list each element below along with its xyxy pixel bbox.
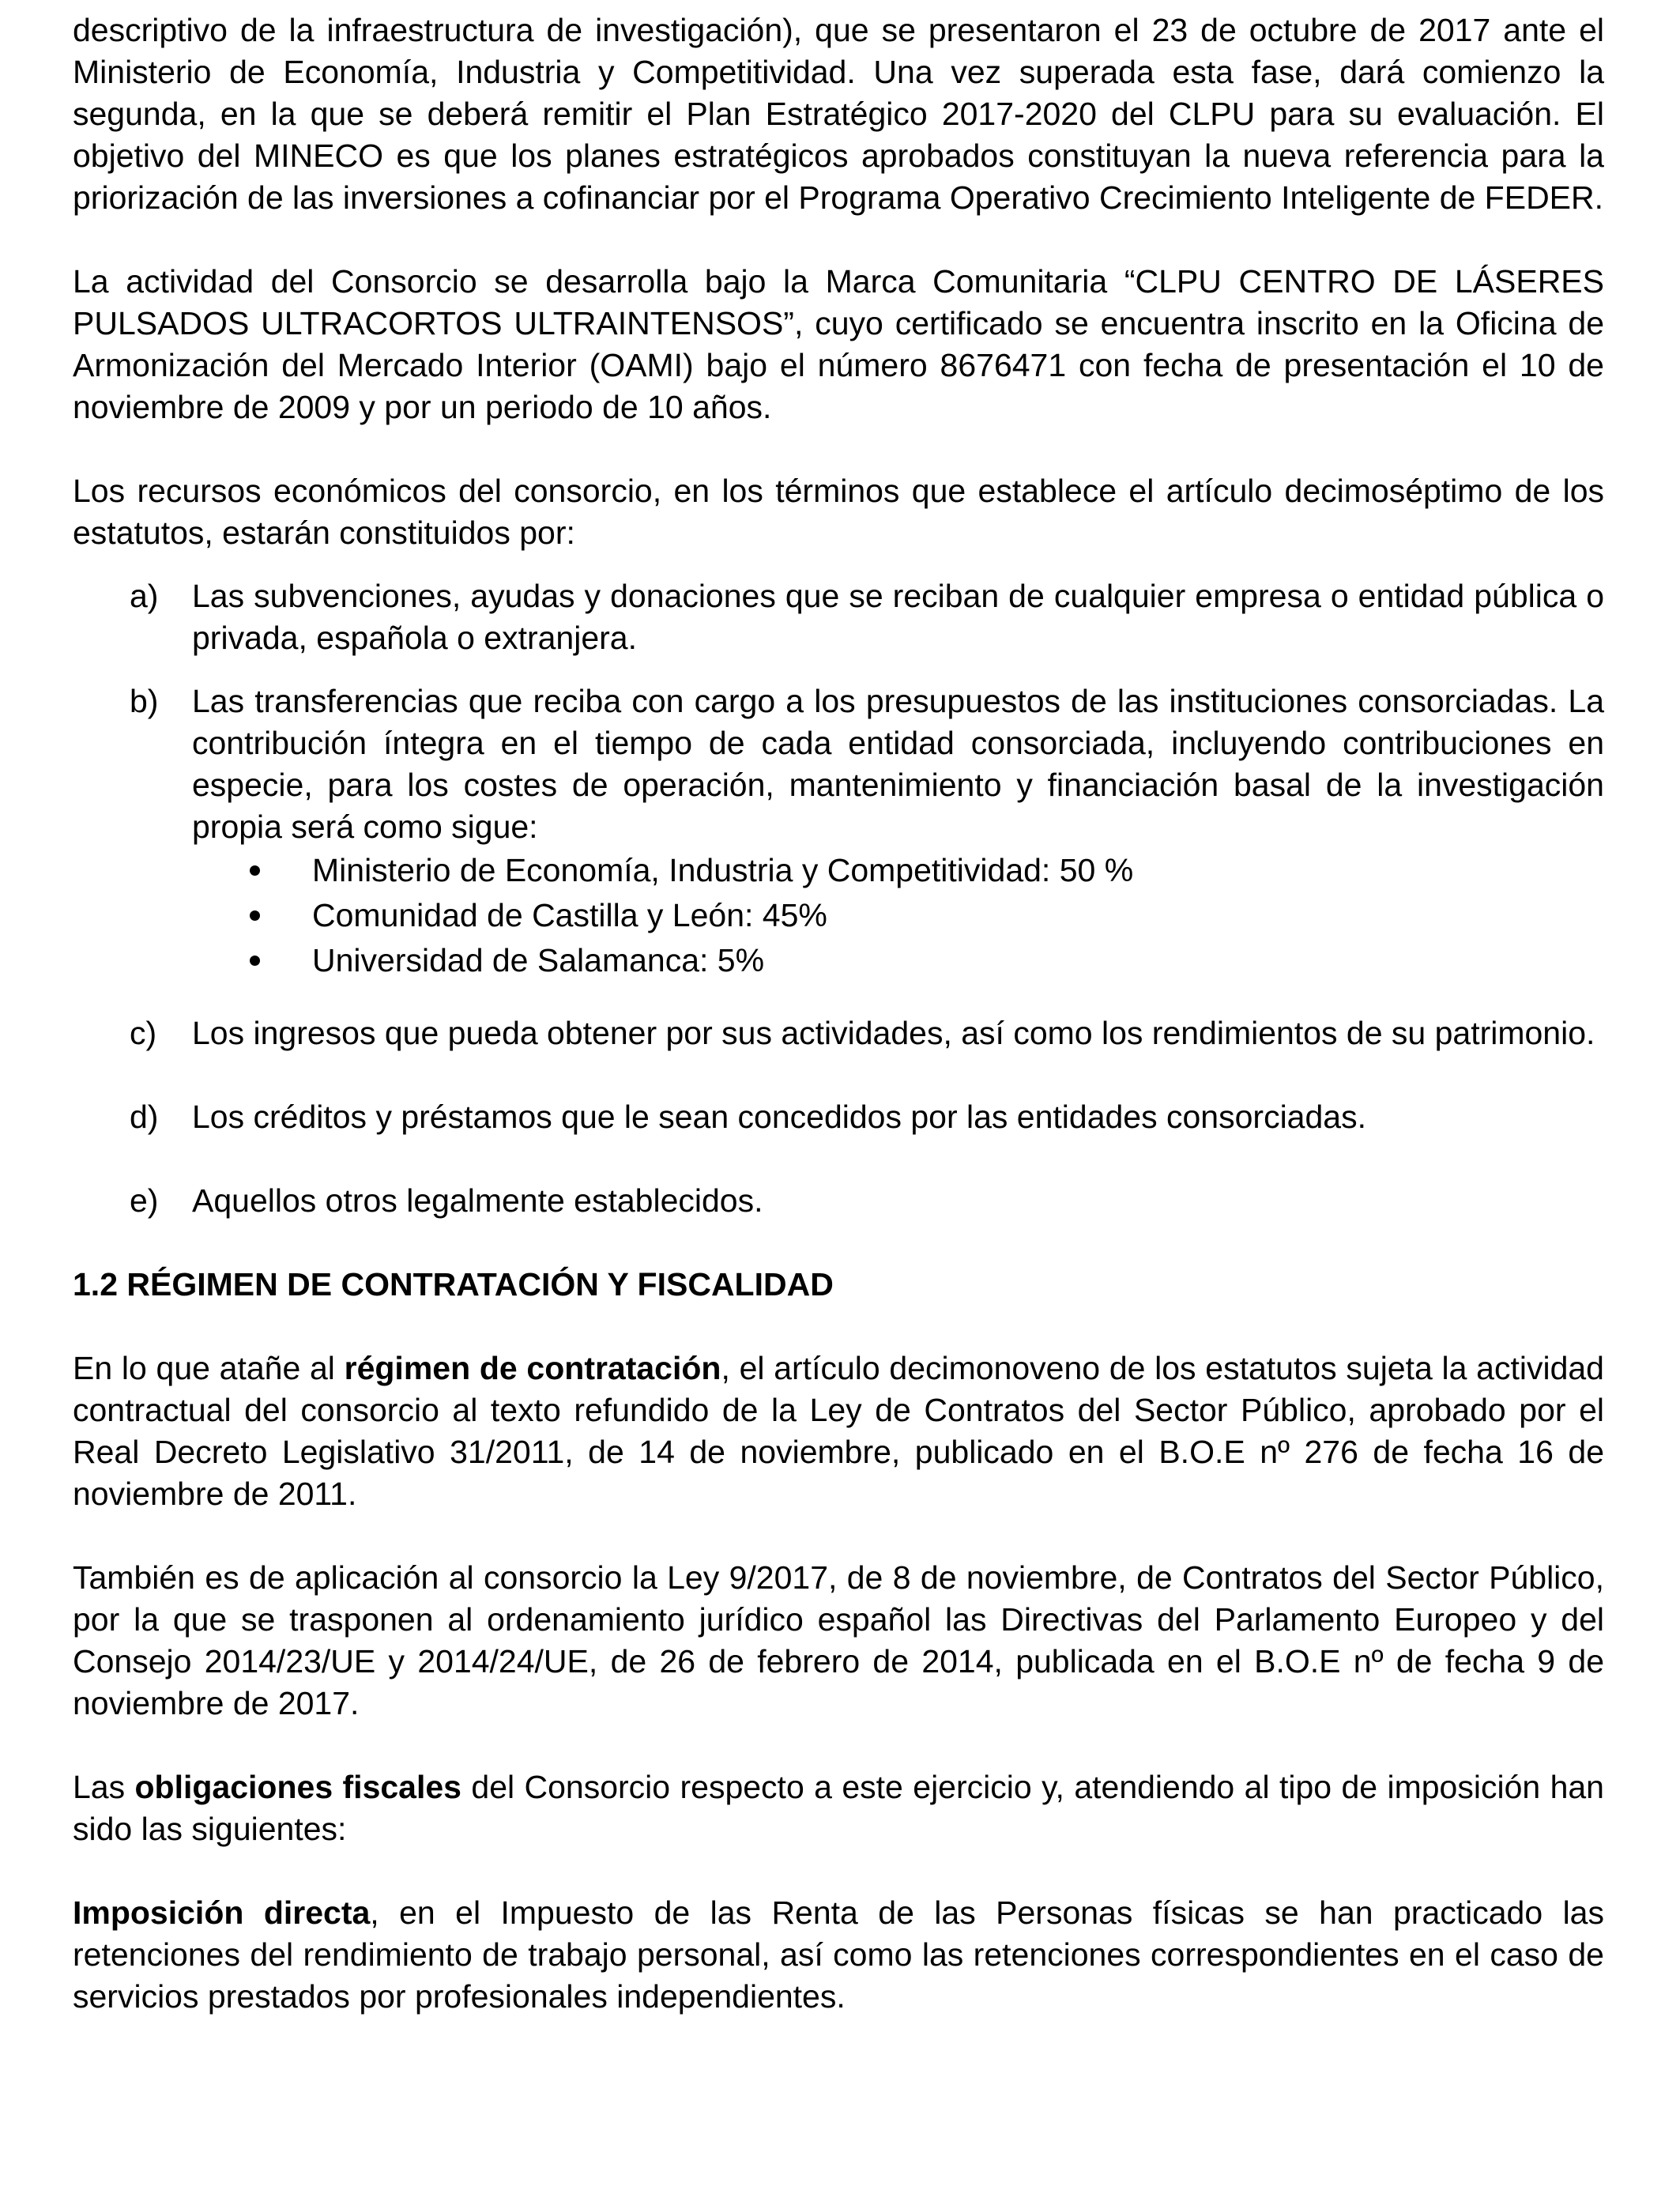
contracting-paragraph bbox=[73, 1348, 1604, 1515]
list-item-d bbox=[73, 1096, 1604, 1138]
list-letter: e) bbox=[130, 1182, 159, 1219]
fiscal-bold-term: obligaciones fiscales bbox=[134, 1769, 461, 1805]
list-item-b bbox=[73, 680, 1604, 848]
contribution-item bbox=[73, 893, 1604, 938]
contracting-bold-term: régimen de contratación bbox=[344, 1350, 721, 1386]
law-paragraph: También es de aplicación al consorcio la Ley 9/2017, de 8 de noviembre, de Contratos del Sector Público, por la que se trasponen al ordenamiento jurídico español las Directivas del Parlamento Europeo y del Consejo 2014/23/UE y 2014/24/UE, de 26 de febrero de 2014, publicada en el B.O.E nº de fecha 9 de noviembre de 2017. bbox=[73, 1559, 1604, 1721]
section-heading: 1.2 RÉGIMEN DE CONTRATACIÓN Y FISCALIDAD bbox=[73, 1266, 834, 1302]
bullet-icon bbox=[250, 865, 260, 876]
contracting-text-after: , el artículo decimonoveno de los estatutos sujeta la actividad contractual del consorcio al texto refundido de la Ley de Contratos del Sector Público, aprobado por el Real Decreto Legislativo 31/2011, de 14 de noviembre, publicado en el B.O.E nº 276 de fecha 16 de noviembre de 2011. bbox=[73, 1350, 1604, 1512]
contributions-list bbox=[73, 848, 1604, 983]
direct-tax-paragraph bbox=[73, 1892, 1604, 2018]
trademark-paragraph: La actividad del Consorcio se desarrolla bajo la Marca Comunitaria “CLPU CENTRO DE LÁSERES PULSADOS ULTRACORTOS ULTRAINTENSOS”, cuyo certificado se encuentra inscrito en la Oficina de Armonización del Mercado Interior (OAMI) bajo el número 8676471 con fecha de presentación el 10 de noviembre de 2009 y por un periodo de 10 años. bbox=[73, 263, 1604, 425]
list-text: Las transferencias que reciba con cargo a los presupuestos de las instituciones consorciadas. La contribución íntegra en el tiempo de cada entidad consorciada, incluyendo contribuciones en especie, para los costes de operación, mantenimiento y financiación basal de la investigación propia será como sigue: bbox=[192, 683, 1604, 845]
list-item-e bbox=[73, 1180, 1604, 1222]
list-letter: b) bbox=[130, 683, 159, 719]
fiscal-text-before: Las bbox=[73, 1769, 135, 1805]
bullet-icon bbox=[250, 910, 260, 921]
list-text: Las subvenciones, ayudas y donaciones que se reciban de cualquier empresa o entidad pública o privada, española o extranjera. bbox=[192, 578, 1604, 656]
document-page bbox=[73, 9, 1604, 2018]
contribution-text: Ministerio de Economía, Industria y Competitividad: 50 % bbox=[312, 852, 1134, 888]
list-letter: a) bbox=[130, 578, 159, 614]
bullet-icon bbox=[250, 956, 260, 966]
list-letter: d) bbox=[130, 1099, 159, 1135]
list-text: Aquellos otros legalmente establecidos. bbox=[192, 1182, 763, 1219]
contracting-text-before: En lo que atañe al bbox=[73, 1350, 345, 1386]
fiscal-paragraph bbox=[73, 1766, 1604, 1850]
contribution-item bbox=[73, 848, 1604, 893]
contribution-text: Universidad de Salamanca: 5% bbox=[312, 942, 765, 978]
fiscal-text-after: del Consorcio respecto a este ejercicio y, atendiendo al tipo de imposición han sido las siguientes: bbox=[73, 1769, 1604, 1847]
contribution-item bbox=[73, 938, 1604, 983]
contribution-text: Comunidad de Castilla y León: 45% bbox=[312, 897, 827, 933]
list-letter: c) bbox=[130, 1015, 157, 1051]
list-text: Los créditos y préstamos que le sean concedidos por las entidades consorciadas. bbox=[192, 1099, 1366, 1135]
list-item-a bbox=[73, 575, 1604, 659]
list-item-c bbox=[73, 1012, 1604, 1054]
list-text: Los ingresos que pueda obtener por sus actividades, así como los rendimientos de su patrimonio. bbox=[192, 1015, 1595, 1051]
intro-paragraph: descriptivo de la infraestructura de investigación), que se presentaron el 23 de octubre de 2017 ante el Ministerio de Economía, Industria y Competitividad. Una vez superada esta fase, dará comienzo la segunda, en la que se deberá remitir el Plan Estratégico 2017-2020 del CLPU para su evaluación. El objetivo del MINECO es que los planes estratégicos aprobados constituyan la nueva referencia para la priorización de las inversiones a cofinanciar por el Programa Operativo Crecimiento Inteligente de FEDER. bbox=[73, 12, 1604, 216]
resources-paragraph: Los recursos económicos del consorcio, en los términos que establece el artículo decimoséptimo de los estatutos, estarán constituidos por: bbox=[73, 473, 1604, 551]
direct-tax-text: , en el Impuesto de las Renta de las Personas físicas se han practicado las retenciones del rendimiento de trabajo personal, así como las retenciones correspondientes en el caso de servicios prestados por profesionales independientes. bbox=[73, 1894, 1604, 2015]
direct-tax-bold-term: Imposición directa bbox=[73, 1894, 371, 1931]
